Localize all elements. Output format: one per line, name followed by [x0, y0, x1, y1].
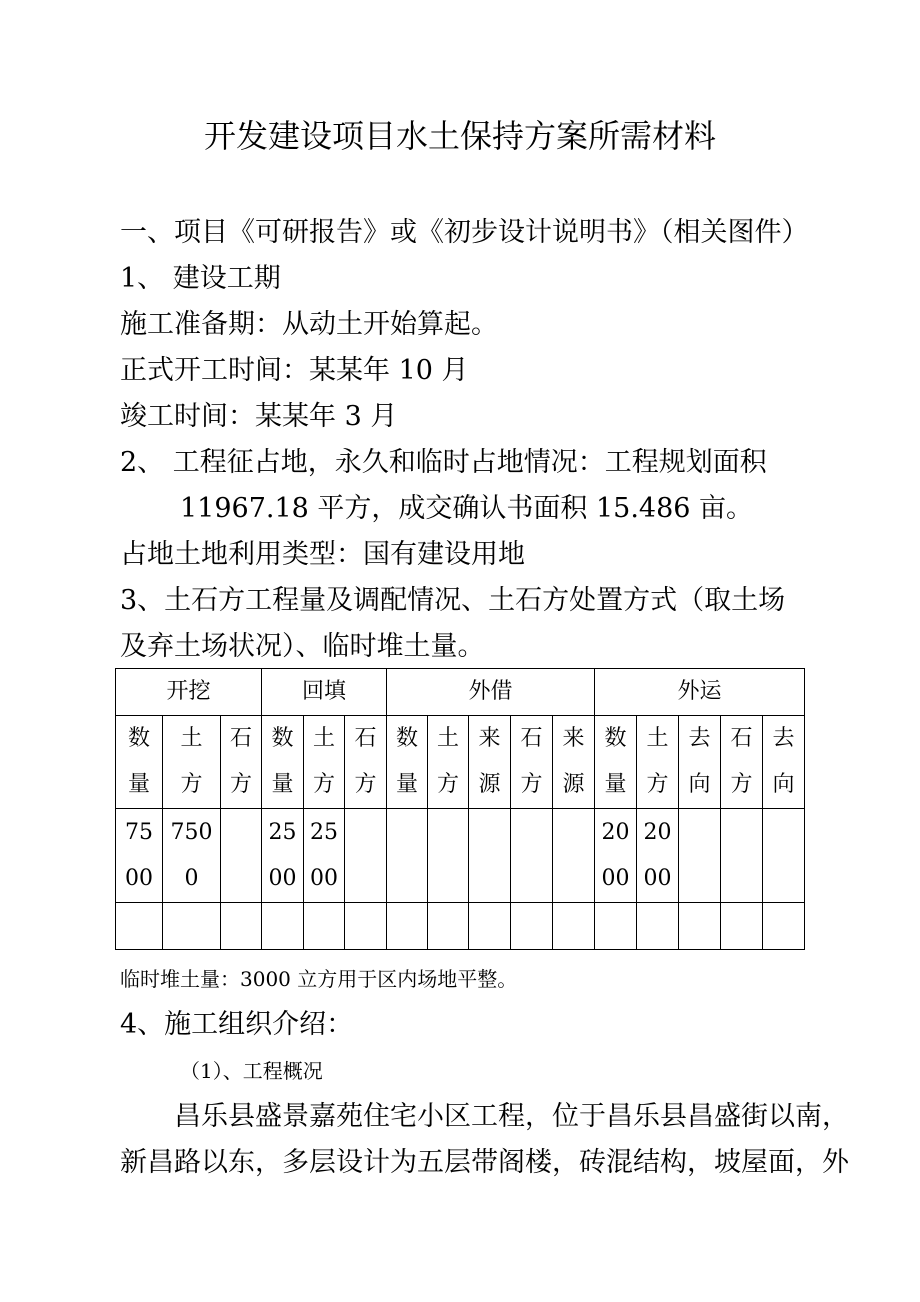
table-subheader-cell-text: 方	[230, 772, 253, 797]
table-cell	[511, 903, 553, 950]
table-subheader-cell-text: 土	[437, 726, 460, 751]
table-subheader-cell-text: 石	[354, 726, 377, 751]
table-subheader-cell	[553, 716, 595, 809]
section-1-heading: 一、项目《可研报告》或《初步设计说明书》（相关图件）	[120, 217, 809, 248]
table-cell	[345, 809, 387, 903]
table-subheader-cell-text: 向	[772, 772, 795, 797]
table-subheader-cell	[428, 716, 469, 809]
item-2-area: 11967.18 平方，成交确认书面积 15.486 亩。	[180, 493, 754, 524]
table-cell	[428, 903, 469, 950]
item-4-heading: 4、施工组织介绍：	[120, 1009, 354, 1040]
table-cell	[345, 903, 387, 950]
table-subheader-cell-text: 石	[230, 726, 253, 751]
group-header-borrow: 外借	[387, 669, 595, 716]
table-cell	[163, 903, 221, 950]
table-cell	[595, 809, 637, 903]
table-subheader-cell	[679, 716, 721, 809]
table-subheader-cell	[387, 716, 428, 809]
table-cell	[262, 903, 304, 950]
table-cell	[387, 903, 428, 950]
table-cell-text: 00	[268, 865, 297, 891]
group-header-haul-out: 外运	[595, 669, 805, 716]
table-subheader-cell-text: 源	[478, 772, 501, 797]
table-cell	[511, 809, 553, 903]
table-subheader-cell	[221, 716, 262, 809]
table-subheader-cell	[721, 716, 763, 809]
table-cell	[163, 809, 221, 903]
start-time: 正式开工时间：某某年 10 月	[120, 355, 469, 386]
table-cell	[469, 809, 511, 903]
table-cell	[763, 809, 805, 903]
table-cell	[221, 903, 262, 950]
group-header-excavation: 开挖	[116, 669, 262, 716]
table-subheader-cell	[511, 716, 553, 809]
table-subheader-cell-text: 方	[437, 772, 460, 797]
table-cell-text: 0	[184, 865, 199, 891]
table-cell	[387, 809, 428, 903]
table-cell	[721, 809, 763, 903]
table-cell-text: 20	[643, 819, 672, 845]
table-subheader-cell-text: 数	[127, 726, 150, 751]
table-subheader-cell-text: 方	[730, 772, 753, 797]
table-cell	[553, 809, 595, 903]
group-header-backfill: 回填	[262, 669, 387, 716]
table-cell-text: 750	[170, 819, 213, 845]
table-subheader-cell-text: 来	[562, 726, 585, 751]
table-cell	[304, 903, 345, 950]
table-cell-text: 75	[125, 819, 153, 845]
table-subheader-cell-text: 方	[313, 772, 336, 797]
table-cell-text: 00	[643, 865, 672, 891]
table-subheader-cell-text: 向	[688, 772, 711, 797]
table-subheader-cell-text: 量	[271, 772, 294, 797]
table-subheader-cell-text: 量	[396, 772, 419, 797]
table-subheader-cell-text: 去	[772, 726, 795, 751]
table-cell-text: 00	[310, 865, 339, 891]
project-overview-line-1: 昌乐县盛景嘉苑住宅小区工程，位于昌乐县昌盛街以南，	[174, 1101, 849, 1132]
table-subheader-cell	[469, 716, 511, 809]
item-1-heading: 1、 建设工期	[120, 263, 281, 294]
table-subheader-cell-text: 石	[520, 726, 543, 751]
table-cell	[469, 903, 511, 950]
table-cell-text: 00	[601, 865, 630, 891]
table-subheader-cell-text: 去	[688, 726, 711, 751]
table-cell	[595, 903, 637, 950]
table-cell	[679, 809, 721, 903]
item-3-line-1: 3、土石方工程量及调配情况、土石方处置方式（取土场	[120, 585, 786, 616]
table-subheader-cell-text: 方	[180, 772, 203, 797]
item-2-heading: 2、 工程征占地，永久和临时占地情况：工程规划面积	[120, 447, 767, 478]
table-subheader-cell	[163, 716, 221, 809]
table-subheader-cell-text: 数	[604, 726, 627, 751]
document-title: 开发建设项目水土保持方案所需材料	[203, 117, 716, 155]
table-subheader-cell-text: 数	[271, 726, 294, 751]
table-row-empty	[116, 903, 805, 950]
table-cell	[637, 809, 679, 903]
prep-period: 施工准备期：从动土开始算起。	[120, 309, 498, 340]
table-subheader-cell-text: 石	[730, 726, 753, 751]
table-subheader-row	[116, 716, 805, 809]
table-cell	[221, 809, 262, 903]
table-cell-text: 20	[601, 819, 630, 845]
table-subheader-cell-text: 方	[646, 772, 669, 797]
item-4-subheading: （1）、工程概况	[180, 1059, 323, 1083]
project-overview-line-2: 新昌路以东，多层设计为五层带阁楼，砖混结构，坡屋面，外	[120, 1147, 849, 1178]
table-subheader-cell-text: 量	[127, 772, 150, 797]
table-subheader-cell	[595, 716, 637, 809]
table-cell	[116, 809, 163, 903]
item-3-line-2: 及弃土场状况）、临时堆土量。	[120, 631, 485, 662]
table-cell	[116, 903, 163, 950]
table-cell	[553, 903, 595, 950]
table-subheader-cell-text: 量	[604, 772, 627, 797]
table-subheader-cell	[637, 716, 679, 809]
table-cell	[262, 809, 304, 903]
table-cell	[679, 903, 721, 950]
table-subheader-cell-text: 来	[478, 726, 501, 751]
table-subheader-cell	[304, 716, 345, 809]
table-subheader-cell-text: 土	[646, 726, 669, 751]
table-subheader-cell-text: 土	[180, 726, 203, 751]
table-group-header-row	[116, 669, 805, 716]
table-cell	[763, 903, 805, 950]
table-subheader-cell-text: 土	[313, 726, 336, 751]
land-use-type: 占地土地利用类型：国有建设用地	[120, 539, 525, 570]
table-cell	[304, 809, 345, 903]
table-subheader-cell-text: 源	[562, 772, 585, 797]
table-cell-text: 25	[310, 819, 339, 845]
temporary-soil-note: 临时堆土量：3000 立方用于区内场地平整。	[120, 967, 518, 991]
table-cell	[721, 903, 763, 950]
table-cell-text: 00	[125, 865, 153, 891]
table-subheader-cell	[116, 716, 163, 809]
table-cell	[428, 809, 469, 903]
table-subheader-cell	[262, 716, 304, 809]
table-cell	[637, 903, 679, 950]
table-subheader-cell-text: 方	[354, 772, 377, 797]
table-subheader-cell	[345, 716, 387, 809]
table-subheader-cell-text: 方	[520, 772, 543, 797]
table-cell-text: 25	[268, 819, 297, 845]
table-row	[116, 809, 805, 903]
earthwork-table	[115, 668, 805, 950]
table-subheader-cell	[763, 716, 805, 809]
completion-time: 竣工时间：某某年 3 月	[120, 401, 398, 432]
table-subheader-cell-text: 数	[396, 726, 419, 751]
